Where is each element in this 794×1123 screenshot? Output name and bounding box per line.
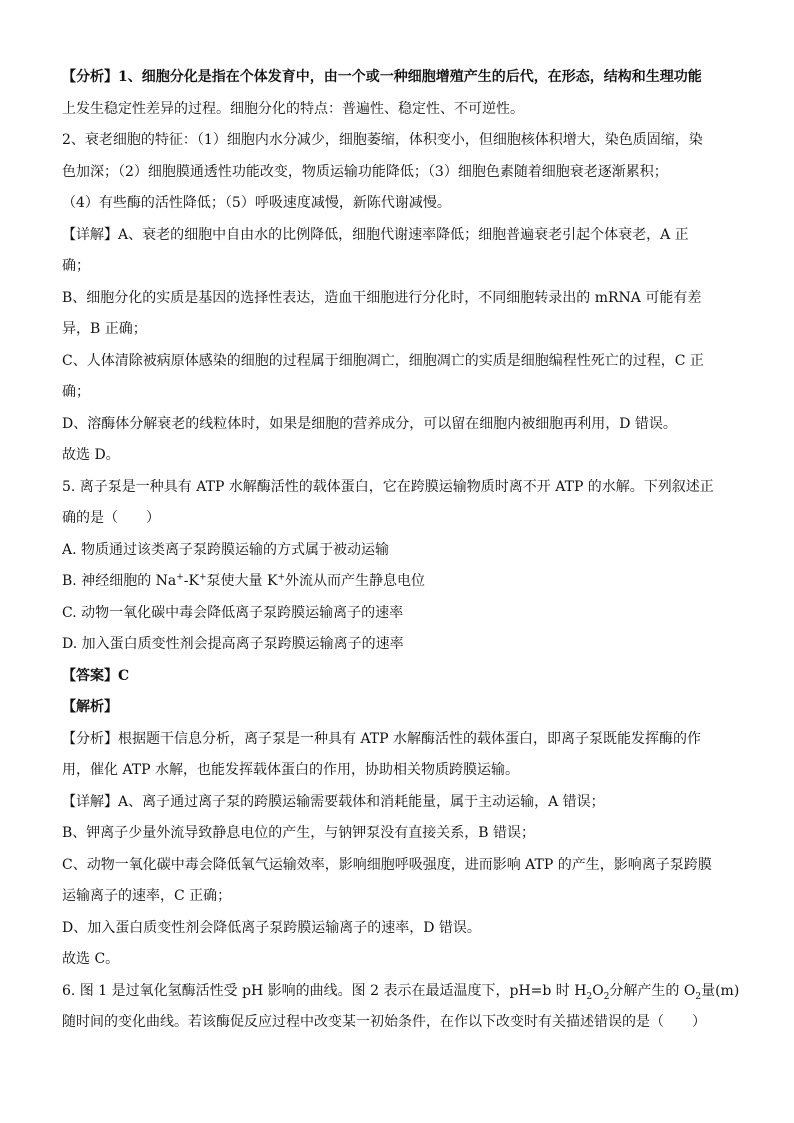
q6-text-2: 分解产生的 O xyxy=(609,982,696,999)
q5-detail-d: D、加入蛋白质变性剂会降低离子泵跨膜运输离子的速率，D 错误。 xyxy=(62,919,481,936)
q5-detail-a: 【详解】A、离子通过离子泵的跨膜运输需要载体和消耗能量，属于主动运输，A 错误； xyxy=(62,793,605,810)
choose-d-line: 故选 D。 xyxy=(62,447,120,463)
detail-b-line-1: B、细胞分化的实质是基因的选择性表达，造血干细胞进行分化时，不同细胞转录出的 mRNA 可能有差 xyxy=(62,289,702,306)
explanation-heading: 【解析】 xyxy=(62,699,118,715)
option-c: C. 动物一氧化碳中毒会降低离子泵跨膜运输离子的速率 xyxy=(62,604,404,621)
answer-line: 【答案】C xyxy=(62,667,130,684)
aging-feature-line-3: （4）有些酶的活性降低；（5）呼吸速度减慢，新陈代谢减慢。 xyxy=(62,195,451,211)
q5-detail-c-line-2: 运输离子的速率，C 正确； xyxy=(62,888,232,904)
detail-d-line: D、溶酶体分解衰老的线粒体时，如果是细胞的营养成分，可以留在细胞内被细胞再利用，D 错误。 xyxy=(62,415,677,432)
q5-detail-b: B、钾离子少量外流导致静息电位的产生，与钠钾泵没有直接关系，B 错误； xyxy=(62,825,536,841)
choose-c-line: 故选 C。 xyxy=(62,951,120,967)
detail-a-line-2: 确； xyxy=(62,258,90,274)
question-5-line-1: 5. 离子泵是一种具有 ATP 水解酶活性的载体蛋白，它在跨膜运输物质时离不开 ATP 的水解。下列叙述正 xyxy=(62,478,714,495)
aging-feature-line-2: 色加深；（2）细胞膜通透性功能改变，物质运输功能降低；（3）细胞色素随着细胞衰老逐渐累积； xyxy=(62,163,668,180)
o2-sub: 2 xyxy=(603,991,610,1002)
detail-a-line-1: 【详解】A、衰老的细胞中自由水的比例降低，细胞代谢速率降低；细胞普遍衰老引起个体衰老，A 正 xyxy=(62,226,689,243)
option-b xyxy=(62,566,722,598)
option-a: A. 物质通过该类离子泵跨膜运输的方式属于被动运输 xyxy=(62,541,390,558)
question-6-line-1 xyxy=(62,976,740,1008)
q6-text-3: 量(m) xyxy=(701,982,740,999)
analysis-line-1: 【分析】1、细胞分化是指在个体发育中，由一个或一种细胞增殖产生的后代，在形态，结构和生理功能 xyxy=(62,69,702,85)
h2-sub: 2 xyxy=(586,991,593,1002)
question-6-line-2: 随时间的变化曲线。若该酶促反应过程中改变某一初始条件，在作以下改变时有关描述错误的是（ ） xyxy=(62,1014,706,1030)
option-b-part-2: -K xyxy=(183,573,199,589)
o2-product-sub: 2 xyxy=(695,991,702,1002)
detail-c-line-2: 确； xyxy=(62,384,90,400)
option-b-part-1: B. 神经细胞的 Na xyxy=(62,573,177,589)
detail-c-line-1: C、人体清除被病原体感染的细胞的过程属于细胞凋亡，细胞凋亡的实质是细胞编程性死亡的过程，C 正 xyxy=(62,352,704,369)
q5-analysis-line-2: 用，催化 ATP 水解，也能发挥载体蛋白的作用，协助相关物质跨膜运输。 xyxy=(62,762,520,778)
q6-o: O xyxy=(592,982,604,999)
detail-b-line-2: 异，B 正确； xyxy=(62,321,147,337)
aging-feature-line-1: 2、衰老细胞的特征：（1）细胞内水分减少，细胞萎缩，体积变小，但细胞核体积增大，染色质固缩，染 xyxy=(62,132,703,148)
na-charge: + xyxy=(176,572,184,583)
question-5-line-2: 确的是（ ） xyxy=(62,510,160,526)
analysis-line-2: 上发生稳定性差异的过程。细胞分化的特点：普遍性、稳定性、不可逆性。 xyxy=(62,100,524,117)
q6-text: 6. 图 1 是过氧化氢酶活性受 pH 影响的曲线。图 2 表示在最适温度下，pH=b 时 H xyxy=(62,982,587,999)
option-d: D. 加入蛋白质变性剂会提高离子泵跨膜运输离子的速率 xyxy=(62,636,404,652)
option-b-part-4: 外流从而产生静息电位 xyxy=(285,573,426,589)
page-content xyxy=(62,62,740,1039)
k-charge-2: + xyxy=(277,572,286,583)
q5-detail-c-line-1: C、动物一氧化碳中毒会降低氧气运输效率，影响细胞呼吸强度，进而影响 ATP 的产生，影响离子泵跨膜 xyxy=(62,856,712,873)
k-charge: + xyxy=(199,572,207,583)
q5-analysis-line-1: 【分析】根据题干信息分析，离子泵是一种具有 ATP 水解酶活性的载体蛋白，即离子泵既能发挥酶的作 xyxy=(62,730,702,747)
option-b-part-3: 泵使大量 K xyxy=(206,573,278,589)
